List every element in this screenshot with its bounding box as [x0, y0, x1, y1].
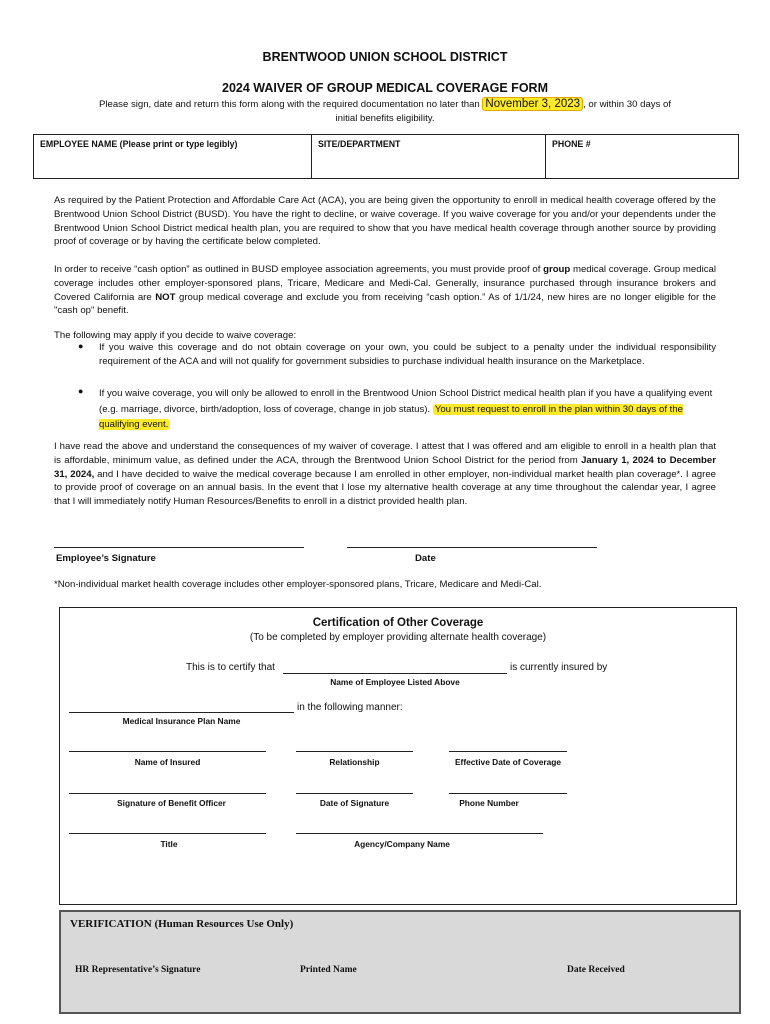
site-department-label: SITE/DEPARTMENT	[318, 139, 401, 149]
aca-paragraph: As required by the Patient Protection and Affordable Care Act (ACA), you are being given the opportunity to enroll in medical health coverage offered by the Brentwood Union School District (BUSD). You have the right to decline, or waive coverage. If you waive coverage for you and/or your dependents under the Brentwood Union School District medical health plan, you are required to show that you have medical health coverage through another source by providing proof of coverage or by having the certificate below completed.	[54, 195, 716, 248]
form-title: 2024 WAIVER OF GROUP MEDICAL COVERAGE FORM	[222, 81, 548, 95]
bullet-marker-1: ●	[78, 341, 84, 351]
attestation-text-c: and I have decided to waive the medical coverage because I am enrolled in other employer, non-individual market health plan coverage*. I agree to provide proof of coverage on an annual basis. In the event that I lose my alternative health coverage at any time throughout the calendar year, I agree that I will immediately notify Human Resources/Benefits to enroll in a district provided health plan.	[54, 468, 716, 508]
cash-option-paragraph	[54, 263, 716, 318]
date-received-label: Date Received	[567, 965, 625, 975]
verification-box	[59, 910, 741, 1014]
instruction-text: Please sign, date and return this form along with the required documentation no later than	[98, 99, 480, 110]
officer-phone-caption: Phone Number	[459, 798, 519, 808]
insured-name-caption: Name of Insured	[134, 757, 201, 767]
certification-title: Certification of Other Coverage	[312, 617, 484, 629]
benefit-officer-caption: Signature of Benefit Officer	[117, 798, 226, 808]
relationship-caption: Relationship	[329, 757, 380, 767]
signature-date-line[interactable]	[296, 793, 413, 794]
cash-option-text-c: medical coverage. Group medical coverage includes other employer-sponsored plans, Tricare, Medicare and Medi-Cal. Generally, insurance purchased through insurance brokers and Covered California are	[54, 264, 716, 303]
employee-signature-label: Employee’s Signature	[56, 553, 156, 564]
employee-name-line[interactable]	[283, 673, 507, 674]
employee-name-field[interactable]	[34, 135, 312, 178]
coverage-period: January 1, 2024 to December 31, 2024,	[54, 454, 716, 480]
attestation-text-a: I have read the above and understand the consequences of my waiver of coverage. I attest that I was offered and am eligible to enroll in a health plan that is affordable, minimum value, as defined under the ACA, through the Brentwood Union School District for the period from	[54, 441, 716, 466]
effective-date-caption: Effective Date of Coverage	[454, 757, 562, 767]
deadline-highlight: November 3, 2023	[482, 97, 583, 111]
phone-label: PHONE #	[552, 139, 591, 149]
bullet-item-2	[99, 386, 716, 433]
site-department-field[interactable]	[312, 135, 546, 178]
effective-date-line[interactable]	[449, 751, 567, 752]
agency-caption: Agency/Company Name	[354, 839, 450, 849]
insured-by-text: is currently insured by	[510, 662, 608, 673]
employee-name-caption: Name of Employee Listed Above	[330, 677, 460, 687]
cash-option-text-e: group medical coverage and exclude you from receiving “cash option.” As of 1/1/24, new hires are no longer eligible for the "cash op" benefit.	[54, 291, 717, 317]
printed-name-label: Printed Name	[300, 965, 357, 975]
certification-box	[59, 607, 737, 905]
list-intro: The following may apply if you decide to waive coverage:	[54, 330, 297, 341]
title-caption: Title	[160, 839, 178, 849]
footnote: *Non-individual market health coverage includes other employer-sponsored plans, Tricare, Medicare and Medi-Cal.	[54, 579, 542, 590]
hr-signature-label: HR Representative’s Signature	[75, 965, 201, 975]
insured-name-line[interactable]	[69, 751, 266, 752]
agency-line[interactable]	[296, 833, 543, 834]
certification-subtitle: (To be completed by employer providing alternate health coverage)	[249, 632, 547, 643]
officer-phone-line[interactable]	[449, 793, 567, 794]
benefit-officer-line[interactable]	[69, 793, 266, 794]
relationship-line[interactable]	[296, 751, 413, 752]
date-line[interactable]	[347, 547, 597, 548]
district-name: BRENTWOOD UNION SCHOOL DISTRICT	[262, 50, 508, 64]
attestation-paragraph	[54, 440, 716, 509]
not-emphasis: NOT	[155, 291, 176, 303]
cash-option-text-a: In order to receive “cash option” as outlined in BUSD employee association agreements, you must provide proof of	[54, 264, 544, 275]
bullet-item-1: If you waive this coverage and do not obtain coverage on your own, you could be subject to a penalty under the individual responsibility requirement of the ACA and will not qualify for government subsidies to purchase individual health insurance on the Marketplace.	[99, 342, 716, 367]
verification-title: VERIFICATION (Human Resources Use Only)	[70, 918, 294, 930]
enroll-30-days-highlight: You must request to enroll in the plan within 30 days of the qualifying event.	[99, 403, 684, 430]
title-line[interactable]	[69, 833, 266, 834]
employee-name-label: EMPLOYEE NAME (Please print or type legibly)	[40, 139, 238, 149]
bullet-marker-2: ●	[78, 386, 84, 396]
plan-name-caption: Medical Insurance Plan Name	[122, 716, 241, 726]
instructions-line-2: initial benefits eligibility.	[335, 113, 435, 124]
employee-signature-line[interactable]	[54, 547, 304, 548]
manner-text: in the following manner:	[297, 702, 403, 713]
plan-name-line[interactable]	[69, 712, 294, 713]
bullet-2-text: If you waive coverage, you will only be allowed to enroll in the Brentwood Union School District medical health plan if you have a qualifying event (e.g. marriage, divorce, birth/adoption, loss of coverage, change in job status).	[99, 388, 713, 415]
group-emphasis: group	[543, 264, 571, 275]
date-label: Date	[415, 553, 436, 564]
employee-info-table	[33, 134, 739, 179]
signature-date-caption: Date of Signature	[319, 798, 390, 808]
instructions	[0, 98, 770, 110]
instruction-text-2: , or within 30 days of	[583, 99, 672, 110]
phone-field[interactable]	[546, 135, 738, 178]
certify-text: This is to certify that	[186, 662, 275, 673]
